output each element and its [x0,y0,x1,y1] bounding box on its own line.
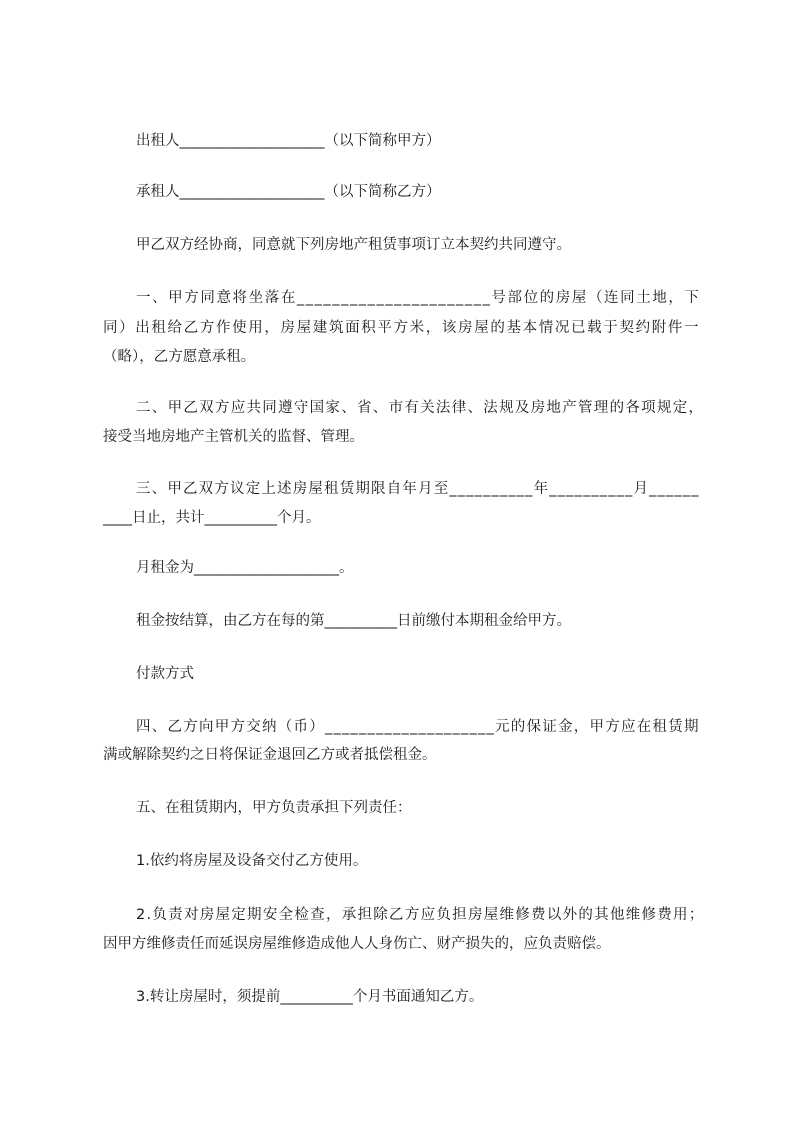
payment-method-line: 付款方式 [136,666,194,682]
clause-5-item-2-line-2: 因甲方维修责任而延误房屋维修造成他人人身伤亡、财产损失的，应负责赔偿。 [103,936,611,952]
clause-3-line-2: ____日止，共计__________个月。 [103,510,321,526]
clause-5-item-1: 1.依约将房屋及设备交付乙方使用。 [136,853,368,869]
clause-1-line-3: （略），乙方愿意承租。 [103,349,256,365]
intro-paragraph: 甲乙双方经协商，同意就下列房地产租赁事项订立本契约共同遵守。 [136,237,571,253]
clause-3-line-1: 三、甲乙双方议定上述房屋租赁期限自年月至__________年__________月______ [136,481,700,497]
rent-payment-line: 租金按结算，由乙方在每的第__________日前缴付本期租金给甲方。 [136,613,571,629]
clause-4-line-1: 四、乙方向甲方交纳（币）____________________元的保证金，甲方应在租赁期 [136,719,700,735]
lessee-line: 承租人____________________（以下简称乙方） [136,184,441,200]
monthly-rent-line: 月租金为____________________。 [136,560,354,576]
clause-2-line-1: 二、甲乙双方应共同遵守国家、省、市有关法律、法规及房地产管理的各项规定， [136,400,705,416]
clause-1-line-2: 同）出租给乙方作使用，房屋建筑面积平方米，该房屋的基本情况已载于契约附件一 [103,320,701,336]
clause-5-item-2-line-1: 2.负责对房屋定期安全检查，承担除乙方应负担房屋维修费以外的其他维修费用； [136,907,705,923]
clause-1-line-1: 一、甲方同意将坐落在______________________号部位的房屋（连同土地，下 [136,290,701,306]
lessor-line: 出租人____________________（以下简称甲方） [136,133,441,149]
clause-5-item-3: 3.转让房屋时，须提前__________个月书面通知乙方。 [136,989,484,1005]
clause-5-heading: 五、在租赁期内，甲方负责承担下列责任： [136,800,412,816]
clause-4-line-2: 满或解除契约之日将保证金退回乙方或者抵偿租金。 [103,747,437,763]
clause-2-line-2: 接受当地房地产主管机关的监督、管理。 [103,429,364,445]
